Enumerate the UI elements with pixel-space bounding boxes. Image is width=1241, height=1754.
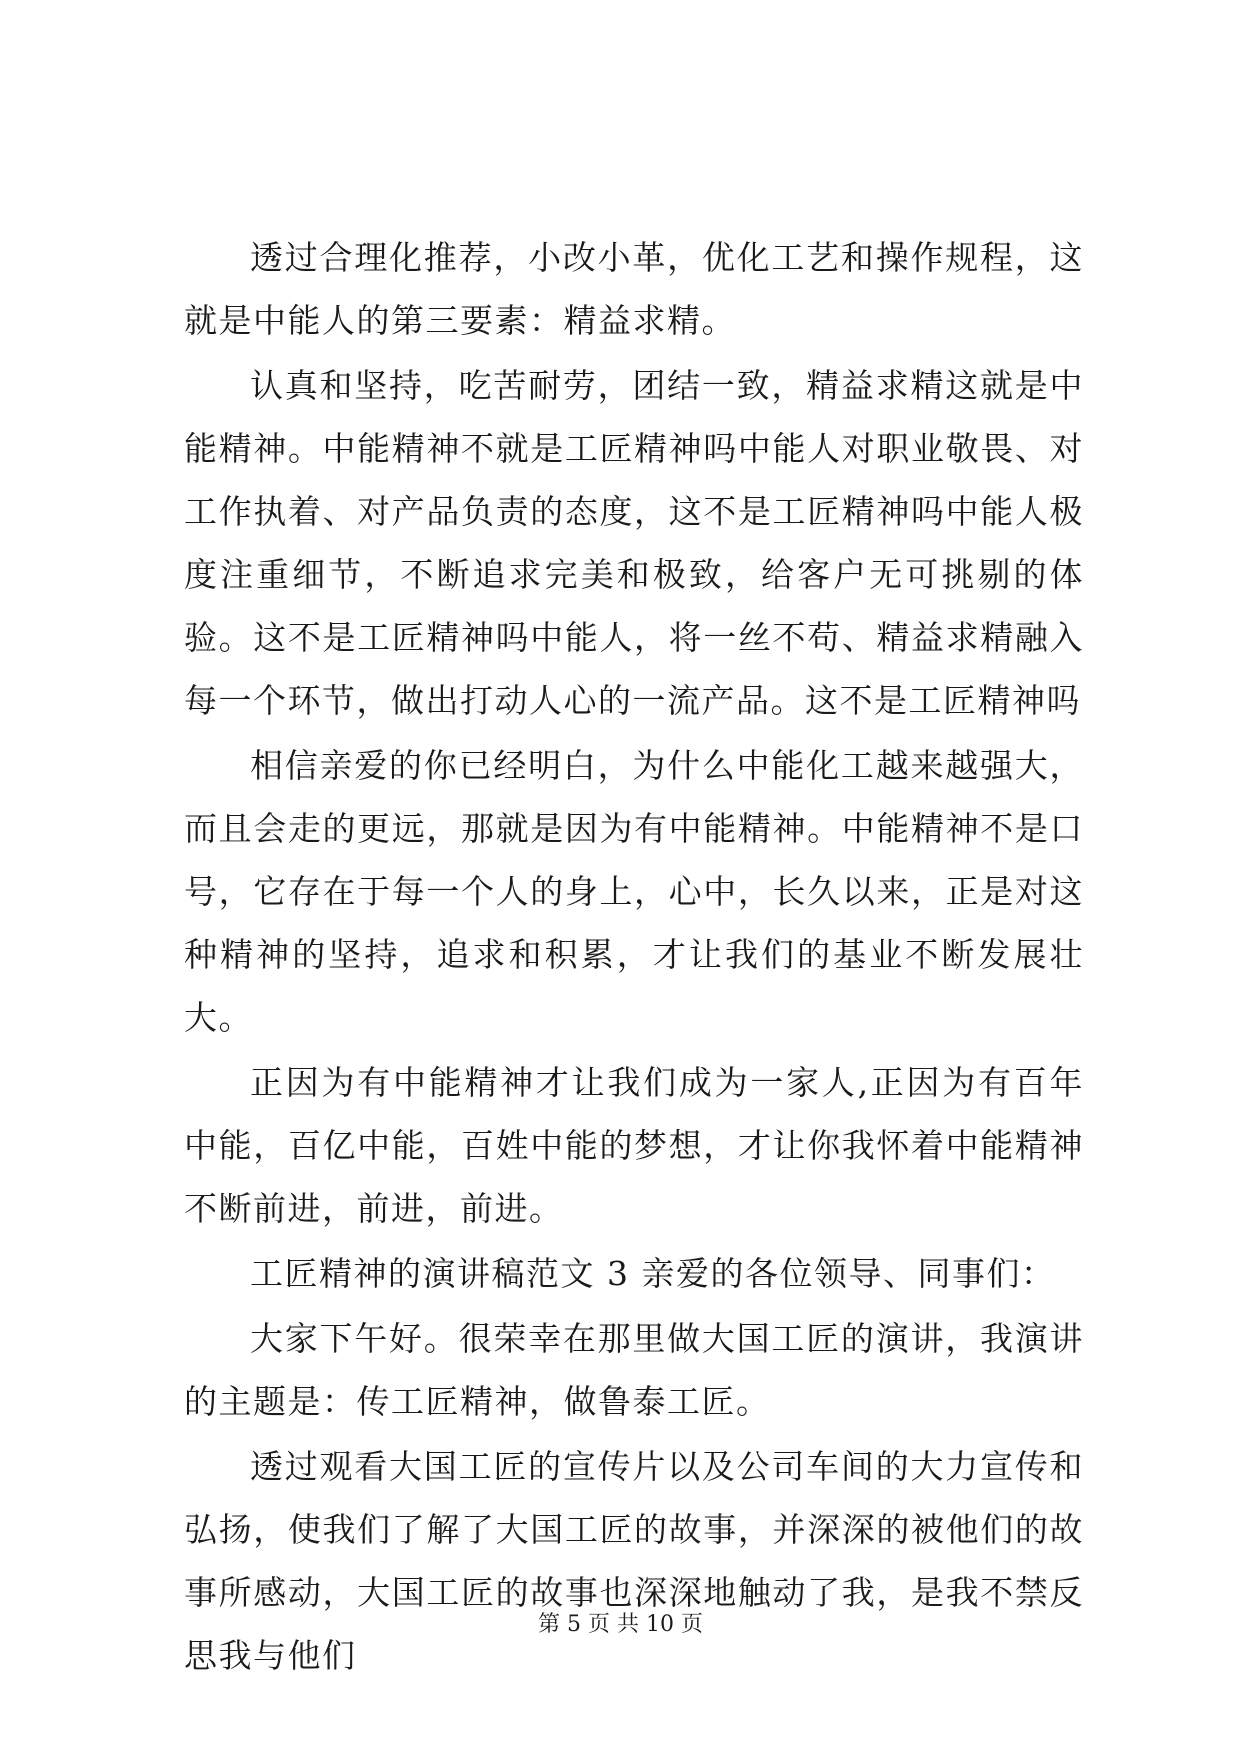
paragraph: 工匠精神的演讲稿范文 3 亲爱的各位领导、同事们： <box>250 1254 1056 1293</box>
paragraph: 大家下午好。很荣幸在那里做大国工匠的演讲，我演讲的主题是：传工匠精神，做鲁泰工匠。 <box>184 1319 1084 1421</box>
page-number-footer: 第 5 页 共 10 页 <box>538 1612 703 1637</box>
paragraph: 透过观看大国工匠的宣传片以及公司车间的大力宣传和弘扬，使我们了解了大国工匠的故事，并深深的被他们的故事所感动，大国工匠的故事也深深地触动了我，是我不禁反思我与他们 <box>184 1447 1084 1675</box>
paragraph: 认真和坚持，吃苦耐劳，团结一致，精益求精这就是中能精神。中能精神不就是工匠精神吗中能人对职业敬畏、对工作执着、对产品负责的态度，这不是工匠精神吗中能人极度注重细节，不断追求完美和极致，给客户无可挑剔的体验。这不是工匠精神吗中能人，将一丝不苟、精益求精融入每一个环节，做出打动人心的一流产品。这不是工匠精神吗 <box>184 366 1084 720</box>
paragraph: 正因为有中能精神才让我们成为一家人,正因为有百年中能，百亿中能，百姓中能的梦想，才让你我怀着中能精神不断前进，前进，前进。 <box>184 1063 1084 1228</box>
document-body <box>184 226 1084 1689</box>
paragraph: 相信亲爱的你已经明白，为什么中能化工越来越强大，而且会走的更远，那就是因为有中能精神。中能精神不是口号，它存在于每一个人的身上，心中，长久以来，正是对这种精神的坚持，追求和积累，才让我们的基业不断发展壮大。 <box>184 746 1084 1037</box>
paragraph: 透过合理化推荐，小改小革，优化工艺和操作规程，这就是中能人的第三要素：精益求精。 <box>184 238 1084 340</box>
